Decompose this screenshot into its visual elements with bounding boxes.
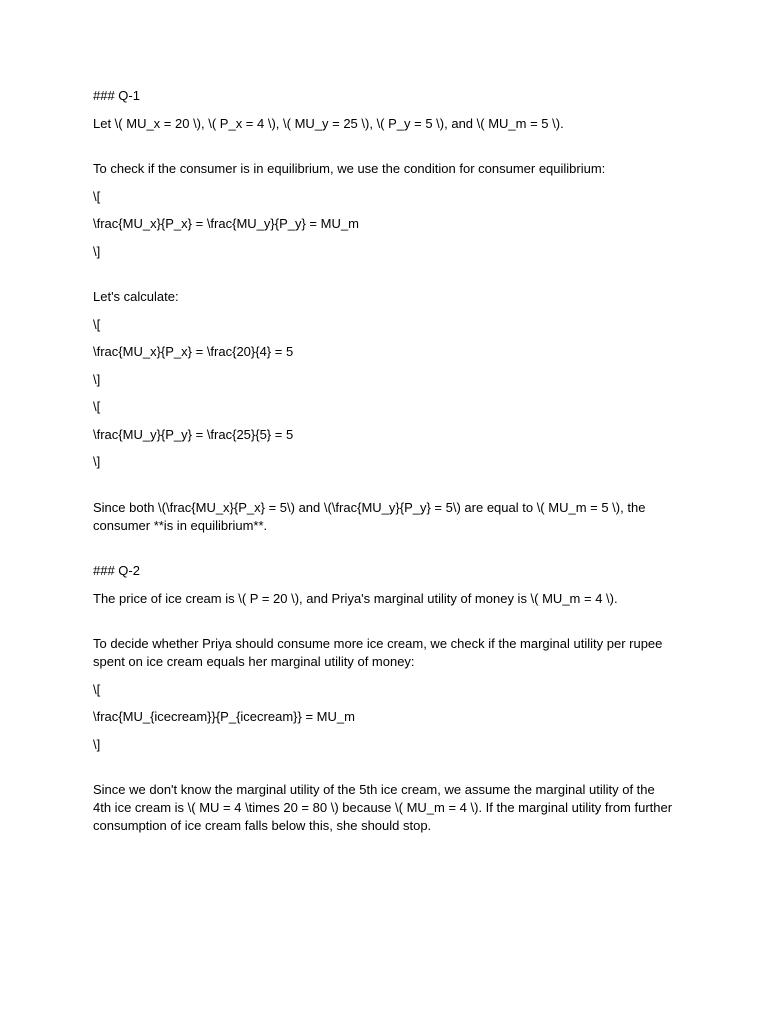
q1-calc1-body: \frac{MU_x}{P_x} = \frac{20}{4} = 5 xyxy=(93,344,294,359)
q1-heading: ### Q-1 xyxy=(93,88,140,103)
paragraph-spacer xyxy=(93,481,673,499)
q2-decide-text: To decide whether Priya should consume more ice cream, we check if the marginal utility per rupee spent on ice cream equals her marginal utility of money: xyxy=(93,636,667,669)
document-page xyxy=(93,87,676,845)
q1-equation-close: \] xyxy=(93,243,101,259)
q2-heading: ### Q-2 xyxy=(93,563,140,578)
q1-calc1-close: \] xyxy=(93,371,101,387)
paragraph-spacer xyxy=(93,142,673,160)
q1-calc-text: Let's calculate: xyxy=(93,289,179,304)
q1-check-text: To check if the consumer is in equilibrium, we use the condition for consumer equilibrium: xyxy=(93,161,606,176)
q2-equation-close: \] xyxy=(93,736,101,752)
q1-calc2-close: \] xyxy=(93,454,101,469)
q1-equation-body: \frac{MU_x}{P_x} = \frac{MU_y}{P_y} = MU_m xyxy=(93,216,359,231)
q1-conclusion-text: Since both \(\frac{MU_x}{P_x} = 5\) and \(\frac{MU_y}{P_y} = 5\) are equal to \( MU_m = 5 \), the consumer **is in equilibrium**. xyxy=(93,499,650,533)
q2-given-text: The price of ice cream is \( P = 20 \), and Priya's marginal utility of money is \( MU_m = 4 \). xyxy=(93,590,618,606)
q2-equation-body: \frac{MU_{icecream}}{P_{icecream}} = MU_m xyxy=(93,709,355,724)
q1-calc2-open: \[ xyxy=(93,399,101,414)
q1-equation-open: \[ xyxy=(93,188,101,204)
q1-calc1-open: \[ xyxy=(93,316,101,332)
q2-conclusion-text: Since we don't know the marginal utility of the 5th ice cream, we assume the marginal utility of the 4th ice cream is \( MU = 4 \times 20 = 80 \) because \( MU_m = 4 \). If the marginal utility from further consumption of ice cream falls below this, she should stop. xyxy=(93,782,676,833)
paragraph-spacer xyxy=(93,270,673,288)
paragraph-spacer xyxy=(93,617,673,635)
q2-equation-open: \[ xyxy=(93,681,101,697)
paragraph-spacer xyxy=(93,763,673,781)
q1-calc2-body: \frac{MU_y}{P_y} = \frac{25}{5} = 5 xyxy=(93,426,294,442)
paragraph-spacer xyxy=(93,544,673,562)
q1-given-text: Let \( MU_x = 20 \), \( P_x = 4 \), \( MU_y = 25 \), \( P_y = 5 \), and \( MU_m = 5 \). xyxy=(93,115,564,131)
